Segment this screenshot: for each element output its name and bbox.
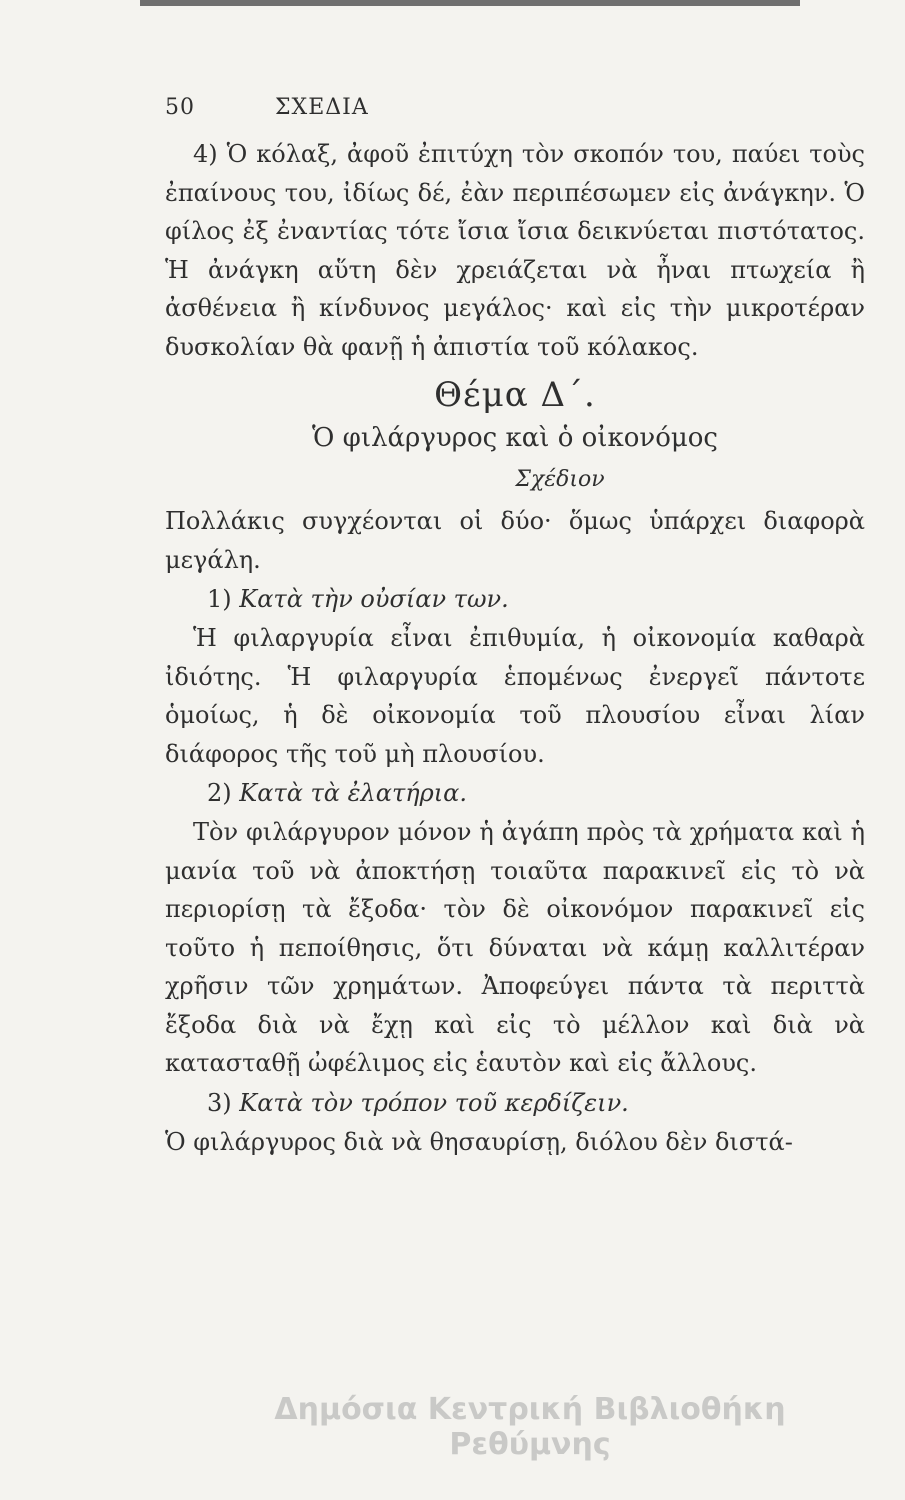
intro-paragraph: Πολλάκις συγχέονται οἱ δύο· ὅμως ὑπάρχει διαφορὰ μεγάλη.: [165, 507, 865, 574]
section-number: 3): [207, 1088, 232, 1117]
section-number: 1): [207, 585, 232, 613]
page-header: [165, 95, 865, 135]
section-heading-3: [165, 1083, 865, 1123]
section-text-2: Τὸν φιλάργυρον μόνον ἡ ἀγάπη πρὸς τὰ χρήματα καὶ ἡ μανία τοῦ νὰ ἀποκτήσῃ τοιαῦτα παρακινεῖ εἰς τὸ νὰ περιορίσῃ τὰ ἔξοδα· τὸν δὲ οἰκονόμον παρακινεῖ εἰς τοῦτο ἡ πεποίθησις, ὅτι δύναται νὰ κάμῃ καλλιτέραν χρῆσιν τῶν χρημάτων. Ἀποφεύγει πάντα τὰ περιττὰ ἔξοδα διὰ νὰ ἔχῃ καὶ εἰς τὸ μέλλον καὶ διὰ νὰ κατασταθῇ ὠφέλιμος εἰς ἑαυτὸν καὶ εἰς ἄλλους.: [165, 818, 865, 1077]
book-page: [165, 95, 865, 1161]
page-number: 50: [165, 95, 195, 120]
top-edge-bar: [140, 0, 800, 6]
section-text-3: Ὁ φιλάργυρος διὰ νὰ θησαυρίσῃ, διόλου δὲν διστά-: [165, 1127, 793, 1156]
running-title: ΣΧΕΔΙΑ: [275, 95, 369, 120]
library-watermark: Δημόσια Κεντρική Βιβλιοθήκη Ρεθύμνης: [274, 1392, 786, 1462]
section-title: Κατὰ τὴν οὐσίαν των.: [239, 585, 509, 613]
paragraph-4: 4) Ὁ κόλαξ, ἀφοῦ ἐπιτύχη τὸν σκοπόν του, παύει τοὺς ἐπαίνους του, ἰδίως δέ, ἐὰν περιπέσωμεν εἰς ἀνάγκην. Ὁ φίλος ἐξ ἐναντίας τότε ἴσια ἴσια δεικνύεται πιστότατος. Ἡ ἀνάγκη αὕτη δὲν χρειάζεται νὰ ἦναι πτωχεία ἢ ἀσθένεια ἢ κίνδυνος μεγάλος· καὶ εἰς τὴν μικροτέραν δυσκολίαν θὰ φανῇ ἡ ἀπιστία τοῦ κόλακος.: [165, 140, 865, 361]
section-title: Κατὰ τὰ ἐλατήρια.: [239, 779, 467, 807]
section-heading-1: [165, 579, 865, 619]
theme-heading: Θέμα Δ΄.: [434, 375, 596, 415]
section-heading-2: [165, 773, 865, 813]
section-number: 2): [207, 779, 232, 807]
section-text-1: Ἡ φιλαργυρία εἶναι ἐπιθυμία, ἡ οἰκονομία καθαρὰ ἰδιότης. Ἡ φιλαργυρία ἑπομένως ἐνεργεῖ πάντοτε ὁμοίως, ἡ δὲ οἰκονομία τοῦ πλουσίου εἶναι λίαν διάφορος τῆς τοῦ μὴ πλουσίου.: [165, 624, 865, 768]
schedio-label: Σχέδιον: [515, 467, 605, 492]
theme-subtitle: Ὁ φιλάργυρος καὶ ὁ οἰκονόμος: [312, 423, 718, 453]
section-title: Κατὰ τὸν τρόπον τοῦ κερδίζειν.: [239, 1088, 629, 1117]
